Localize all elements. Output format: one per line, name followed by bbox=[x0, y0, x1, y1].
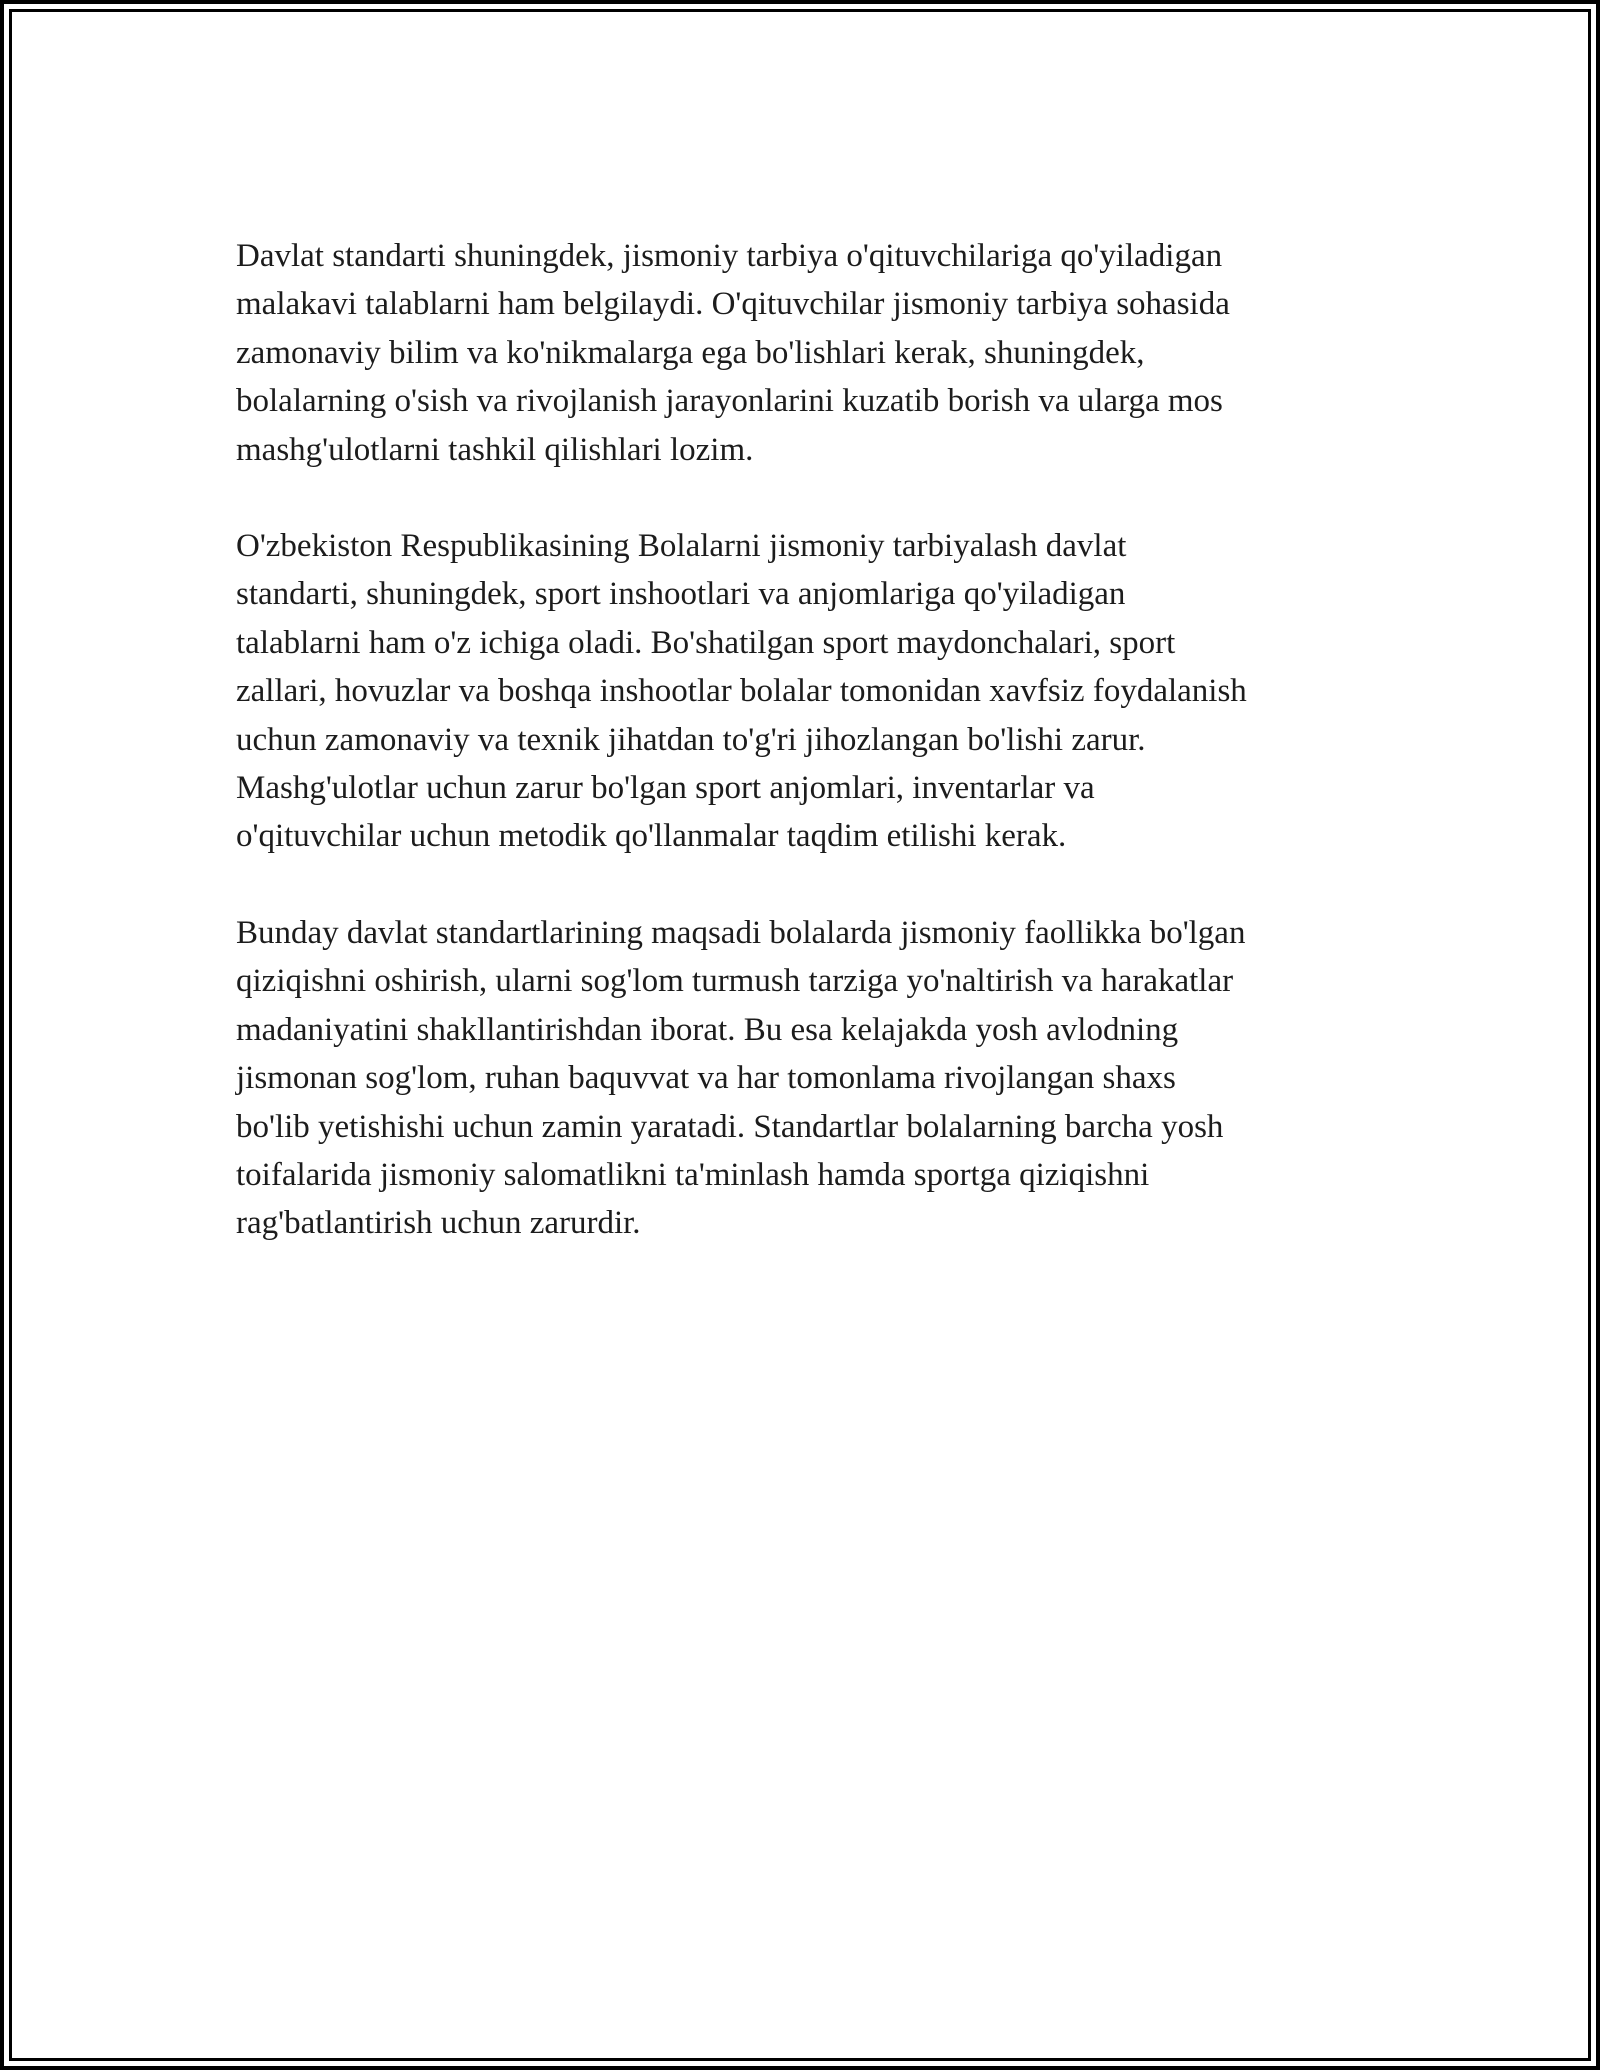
paragraph-2: O'zbekiston Respublikasining Bolalarni jismoniy tarbiyalash davlat standarti, shuningdek, sport inshootlari va anjomlariga qo'yiladigan talablarni ham o'z ichiga oladi. Bo'shatilgan sport maydonchalari, sport zallari, hovuzlar va boshqa inshootlar bolalar tomonidan xavfsiz foydalanish uchun zamonaviy va texnik jihatdan to'g'ri jihozlangan bo'lishi zarur. Mashg'ulotlar uchun zarur bo'lgan sport anjomlari, inventarlar va o'qituvchilar uchun metodik qo'llanmalar taqdim etilishi kerak. bbox=[236, 528, 1247, 855]
paragraph-3: Bunday davlat standartlarining maqsadi bolalarda jismoniy faollikka bo'lgan qiziqishni oshirish, ularni sog'lom turmush tarziga yo'naltirish va harakatlar madaniyatini shakllantirishdan iborat. Bu esa kelajakda yosh avlodning jismonan sog'lom, ruhan baquvvat va har tomonlama rivojlangan shaxs bo'lib yetishishi uchun zamin yaratadi. Standartlar bolalarning barcha yosh toifalarida jismoniy salomatlikni ta'minlash hamda sportga qiziqishni rag'batlantirish uchun zarurdir. bbox=[236, 914, 1246, 1242]
paragraph-1: Davlat standarti shuningdek, jismoniy tarbiya o'qituvchilariga qo'yiladigan malakavi talablarni ham belgilaydi. O'qituvchilar jismoniy tarbiya sohasida zamonaviy bilim va ko'nikmalarga ega bo'lishlari kerak, shuningdek, bolalarning o'sish va rivojlanish jarayonlarini kuzatib borish va ularga mos mashg'ulotlarni tashkil qilishlari lozim. bbox=[236, 238, 1230, 468]
document-body bbox=[236, 232, 1396, 1296]
